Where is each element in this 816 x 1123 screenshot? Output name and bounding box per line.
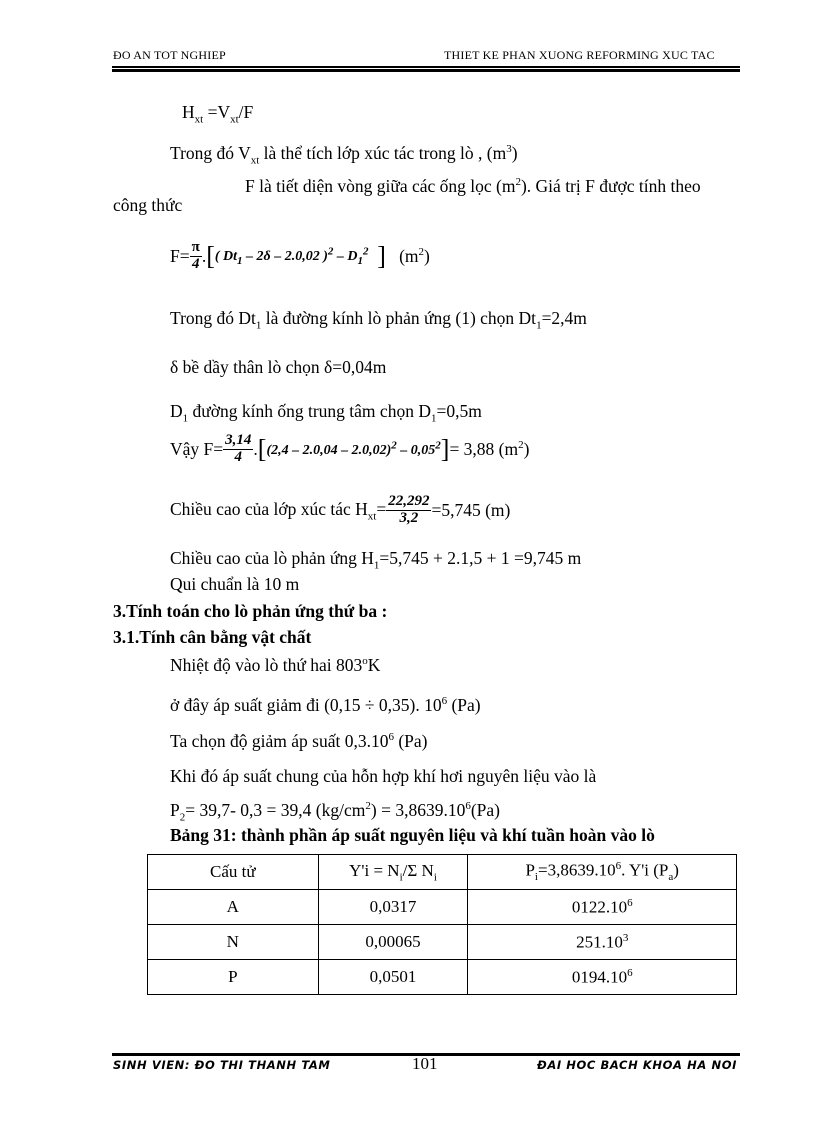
header-rule-thin <box>112 66 740 68</box>
section-3-heading: 3.Tính toán cho lò phản ứng thứ ba : <box>113 601 388 621</box>
hxt-formula: $H_{xt} =V_{xt}/F$ <box>182 102 254 126</box>
catalyst-height-fraction: $\frac{22,292}{3,2}$ <box>388 493 430 526</box>
mole-fraction-cell: 0,0501 <box>318 960 468 995</box>
catalyst-height-formula: Chiều cao của lớp xúc tác $H_{xt}=$ $\frac{22,292}{3,2}$ =5,745 (m) <box>170 493 511 526</box>
dt1-text: Trong đó $Dt_1$ là đường kính lò phản ứng (1) chọn $Dt_1=2,4m$ <box>170 308 587 332</box>
reactor-height-text: Chiều cao của lò phản ứng $H_1=5,745 + 2.1,5 + 1 =9,745$ m <box>170 548 582 572</box>
temperature-text: Nhiệt độ vào lò thứ hai 803$^o$K <box>170 655 381 675</box>
f-result-formula: Vậy F= $\frac{3,14}{4}$ $.[(2,4 - 2.0,04 - 2.0,02)^2 - 0,05^2]= 3,88$ $(m^2)$ <box>170 432 530 465</box>
header-cell-component: Cấu tử <box>148 855 319 890</box>
total-pressure-intro-text: Khi đó áp suất chung của hỗn hợp khí hơi nguyên liệu vào là <box>170 766 597 786</box>
chosen-pressure-drop-text: Ta chọn độ giảm áp suất 0,3.10$^6$ (Pa) <box>170 731 428 751</box>
header-cell-mole-fraction: $Y'i = N_i/\Sigma$ $N_i$ <box>318 855 468 890</box>
partial-pressure-cell: 0122.10$^6$ <box>468 890 737 925</box>
p2-formula: $P_2= 39,7-$ 0,3 = 39,4 $(kg/cm^2) = 3,8639.10^6(Pa)$ <box>170 800 500 824</box>
where-vxt-text: Trong đó $V_{xt}$ là thể tích lớp xúc tác trong lò , $(m^3)$ <box>170 143 518 167</box>
header-cell-partial-pressure: $P_i=3,8639.10^6$. Y'i $(P_a)$ <box>468 855 737 890</box>
component-cell: A <box>148 890 319 925</box>
standard-height-text: Qui chuẩn là 10 m <box>170 574 300 594</box>
table-header-row <box>148 855 737 890</box>
table-row <box>148 960 737 995</box>
component-cell: P <box>148 960 319 995</box>
header-rule-thick <box>112 69 740 72</box>
table-title: Bảng 31: thành phần áp suất nguyên liệu và khí tuần hoàn vào lò <box>170 825 655 845</box>
f-description-line2: công thức <box>113 195 183 215</box>
footer-student-name: SINH VIEN: ĐO THI THANH TAM <box>113 1058 331 1072</box>
table-row <box>148 925 737 960</box>
f-description-line1: F là tiết diện vòng giữa các ống lọc $(m^2)$. Giá trị F được tính theo <box>245 176 701 196</box>
pi-over-4-fraction: $\frac{\pi}{4}$ <box>191 239 200 272</box>
partial-pressure-cell: 251.10$^3$ <box>468 925 737 960</box>
f-formula: F= $\frac{\pi}{4}$ .[( $Dt_1 - 2\delta - 2.0,02$ )$^2 - D_1^2$ ] $(m^2)$ <box>170 239 430 272</box>
mole-fraction-cell: 0,00065 <box>318 925 468 960</box>
header-right: THIET KE PHAN XUONG REFORMING XUC TAC <box>444 48 715 62</box>
f-result-fraction: $\frac{3,14}{4}$ <box>225 432 252 465</box>
pressure-drop-text: ở đây áp suất giảm đi (0,15 ÷ 0,35). $10^6$ (Pa) <box>170 695 481 715</box>
mole-fraction-cell: 0,0317 <box>318 890 468 925</box>
partial-pressure-cell: 0194.10$^6$ <box>468 960 737 995</box>
delta-text: δ bề dầy thân lò chọn δ=0,04m <box>170 357 387 377</box>
pressure-composition-table <box>147 854 737 995</box>
footer-university: ĐAI HOC BACH KHOA HA NOI <box>537 1058 737 1072</box>
d1-text: $D_1$ đường kính ống trung tâm chọn $D_1=0,5m$ <box>170 401 482 425</box>
header-left: ĐO AN TOT NGHIEP <box>113 48 226 62</box>
table-row <box>148 890 737 925</box>
section-3-1-heading: 3.1.Tính cân bằng vật chất <box>113 627 312 647</box>
page-number: 101 <box>412 1054 438 1073</box>
component-cell: N <box>148 925 319 960</box>
